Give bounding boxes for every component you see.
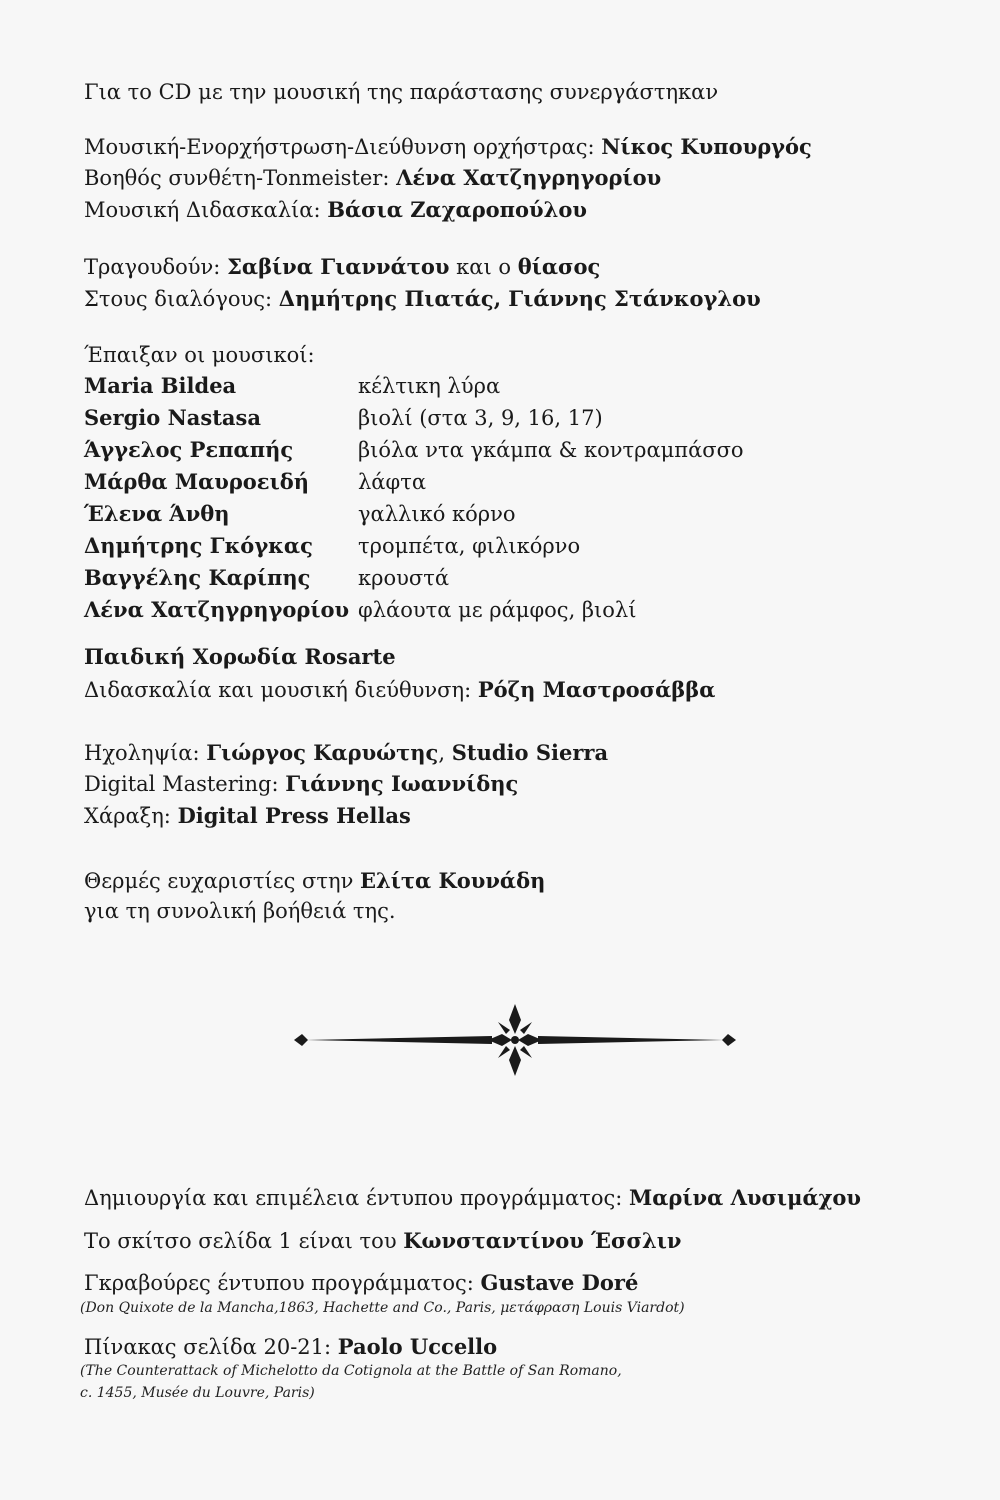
musician-instrument: λάφτα <box>358 470 426 494</box>
credit-line-assistant: Βοηθός συνθέτη-Tonmeister: Λένα Χατζηγρηγορίου <box>84 165 662 190</box>
choir-name: Παιδική Χορωδία Rosarte <box>84 644 396 669</box>
engravings-credit-line: Γκραβούρες έντυπου προγράμματος: Gustave Doré <box>84 1270 639 1295</box>
musicians-heading: Έπαιξαν οι μουσικοί: <box>84 343 315 367</box>
musician-instrument: γαλλικό κόρνο <box>358 502 516 526</box>
musician-instrument: κέλτικη λύρα <box>358 374 501 398</box>
program-creation-line: Δημιουργία και επιμέλεια έντυπου προγράμματος: Μαρίνα Λυσιμάχου <box>84 1185 862 1210</box>
credit-line-teaching: Μουσική Διδασκαλία: Βάσια Ζαχαροπούλου <box>84 197 587 222</box>
credit-value: Λένα Χατζηγρηγορίου <box>396 165 662 190</box>
musician-name: Δημήτρης Γκόγκας <box>84 533 313 558</box>
musician-instrument: βιολί (στα 3, 9, 16, 17) <box>358 406 603 430</box>
painting-credit-line: Πίνακας σελίδα 20-21: Paolo Uccello <box>84 1334 498 1359</box>
musician-instrument: βιόλα ντα γκάμπα & κοντραμπάσσο <box>358 438 744 462</box>
recording-line: Ηχοληψία: Γιώργος Καρυώτης, Studio Sierra <box>84 740 609 765</box>
musician-name: Βαγγέλης Καρίπης <box>84 565 311 590</box>
pressing-line: Χάραξη: Digital Press Hellas <box>84 803 411 828</box>
musician-name: Sergio Nastasa <box>84 405 261 430</box>
musician-name: Μάρθα Μαυροειδή <box>84 469 310 494</box>
musician-name: Έλενα Άνθη <box>84 501 230 526</box>
musician-instrument: τρομπέτα, φιλικόρνο <box>358 534 581 558</box>
choir-direction-line: Διδασκαλία και μουσική διεύθυνση: Ρόζη Μαστροσάββα <box>84 677 716 702</box>
painting-note-line-2: c. 1455, Musée du Louvre, Paris) <box>80 1385 315 1401</box>
dialogues-line: Στους διαλόγους: Δημήτρης Πιατάς, Γιάννης Στάνκογλου <box>84 286 761 311</box>
thanks-line-1: Θερμές ευχαριστίες στην Ελίτα Κουνάδη <box>84 868 546 893</box>
musician-name: Maria Bildea <box>84 373 237 398</box>
painting-note-line-1: (The Counterattack of Michelotto da Cotignola at the Battle of San Romano, <box>80 1363 622 1379</box>
credit-line-music: Μουσική-Ενορχήστρωση-Διεύθυνση ορχήστρας: Νίκος Κυπουργός <box>84 134 812 159</box>
musician-instrument: κρουστά <box>358 566 450 590</box>
cd-credits-heading: Για το CD με την μουσική της παράστασης συνεργάστηκαν <box>84 80 719 104</box>
musician-name: Λένα Χατζηγρηγορίου <box>84 597 350 622</box>
thanks-line-2: για τη συνολική βοήθειά της. <box>84 899 396 923</box>
musician-name: Άγγελος Ρεπαπής <box>84 437 294 462</box>
singers-line: Τραγουδούν: Σαβίνα Γιαννάτου και ο θίασος <box>84 254 601 279</box>
mastering-line: Digital Mastering: Γιάννης Ιωαννίδης <box>84 771 519 796</box>
musician-instrument: φλάουτα με ράμφος, βιολί <box>358 598 637 622</box>
credit-value: Νίκος Κυπουργός <box>601 134 812 159</box>
fleuron-divider-icon <box>292 1000 738 1080</box>
credit-value: Βάσια Ζαχαροπούλου <box>327 197 587 222</box>
engravings-note: (Don Quixote de la Mancha,1863, Hachette and Co., Paris, μετάφραση Louis Viardot) <box>80 1300 685 1316</box>
sketch-credit-line: Το σκίτσο σελίδα 1 είναι του Κωνσταντίνου Έσσλιν <box>84 1228 682 1253</box>
